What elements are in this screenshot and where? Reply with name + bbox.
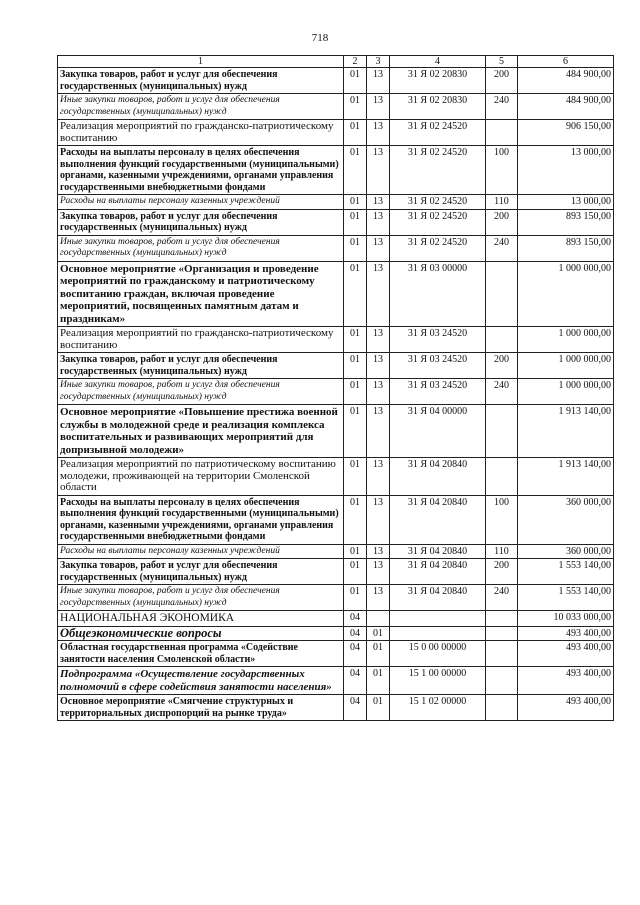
table-row — [58, 544, 614, 559]
table-row — [58, 559, 614, 585]
target-article-cell: 31 Я 02 20830 — [390, 94, 486, 120]
expense-name-cell: Подпрограмма «Осуществление государственных полномочий в сфере содействия занятости населения» — [58, 667, 344, 695]
amount-cell: 13 000,00 — [518, 146, 614, 195]
section-code-cell: 01 — [344, 235, 367, 261]
target-article-cell: 31 Я 02 24520 — [390, 120, 486, 146]
target-article-cell: 31 Я 02 20830 — [390, 68, 486, 94]
expense-type-cell: 100 — [486, 146, 518, 195]
table-row — [58, 261, 614, 327]
expense-type-cell — [486, 667, 518, 695]
amount-cell: 1 000 000,00 — [518, 379, 614, 405]
target-article-cell — [390, 611, 486, 627]
section-code-cell: 01 — [344, 195, 367, 210]
table-row — [58, 585, 614, 611]
expense-type-cell — [486, 611, 518, 627]
expense-type-cell — [486, 626, 518, 641]
column-number-6: 6 — [518, 56, 614, 68]
expense-type-cell: 240 — [486, 235, 518, 261]
expense-type-cell: 110 — [486, 544, 518, 559]
subsection-code-cell: 01 — [367, 695, 390, 721]
subsection-code-cell: 13 — [367, 120, 390, 146]
expense-name-cell: Иные закупки товаров, работ и услуг для обеспечения государственных (муниципальных) нужд — [58, 94, 344, 120]
amount-cell: 1 913 140,00 — [518, 405, 614, 458]
expense-name-cell: Иные закупки товаров, работ и услуг для обеспечения государственных (муниципальных) нужд — [58, 379, 344, 405]
table-row — [58, 379, 614, 405]
subsection-code-cell: 13 — [367, 495, 390, 544]
column-number-4: 4 — [390, 56, 486, 68]
subsection-code-cell — [367, 611, 390, 627]
column-number-3: 3 — [367, 56, 390, 68]
amount-cell: 493 400,00 — [518, 626, 614, 641]
expense-name-cell: Областная государственная программа «Содействие занятости населения Смоленской области» — [58, 641, 344, 667]
expense-type-cell: 200 — [486, 209, 518, 235]
table-row — [58, 611, 614, 627]
subsection-code-cell: 13 — [367, 146, 390, 195]
amount-cell: 484 900,00 — [518, 68, 614, 94]
expense-type-cell: 240 — [486, 379, 518, 405]
subsection-code-cell: 13 — [367, 353, 390, 379]
column-number-5: 5 — [486, 56, 518, 68]
subsection-code-cell: 01 — [367, 641, 390, 667]
section-code-cell: 01 — [344, 405, 367, 458]
expense-name-cell: Основное мероприятие «Организация и проведение мероприятий по гражданскому и патриотическому воспитанию граждан, включая проведение мероприятий, посвященных памятным датам и праздникам» — [58, 261, 344, 327]
expense-type-cell: 240 — [486, 94, 518, 120]
amount-cell: 906 150,00 — [518, 120, 614, 146]
section-code-cell: 01 — [344, 544, 367, 559]
amount-cell: 360 000,00 — [518, 495, 614, 544]
expense-type-cell: 200 — [486, 559, 518, 585]
expense-type-cell — [486, 261, 518, 327]
amount-cell: 893 150,00 — [518, 235, 614, 261]
amount-cell: 1 000 000,00 — [518, 327, 614, 353]
target-article-cell: 31 Я 03 24520 — [390, 379, 486, 405]
table-row — [58, 626, 614, 641]
expense-name-cell: Закупка товаров, работ и услуг для обеспечения государственных (муниципальных) нужд — [58, 68, 344, 94]
table-row — [58, 641, 614, 667]
target-article-cell: 15 0 00 00000 — [390, 641, 486, 667]
expense-type-cell — [486, 458, 518, 496]
expense-type-cell: 200 — [486, 68, 518, 94]
expense-type-cell: 240 — [486, 585, 518, 611]
column-number-row — [58, 56, 614, 68]
subsection-code-cell: 13 — [367, 209, 390, 235]
section-code-cell: 01 — [344, 94, 367, 120]
target-article-cell: 31 Я 04 20840 — [390, 544, 486, 559]
target-article-cell: 31 Я 04 00000 — [390, 405, 486, 458]
table-body — [58, 56, 614, 721]
target-article-cell: 31 Я 02 24520 — [390, 209, 486, 235]
subsection-code-cell: 13 — [367, 195, 390, 210]
amount-cell: 1 553 140,00 — [518, 559, 614, 585]
section-code-cell: 01 — [344, 495, 367, 544]
page-number: 718 — [311, 32, 329, 44]
expense-name-cell: Основное мероприятие «Смягчение структурных и территориальных диспропорций на рынке труда» — [58, 695, 344, 721]
section-code-cell: 01 — [344, 261, 367, 327]
expense-type-cell — [486, 641, 518, 667]
target-article-cell — [390, 626, 486, 641]
target-article-cell: 31 Я 04 20840 — [390, 585, 486, 611]
table-row — [58, 695, 614, 721]
expense-name-cell: Общеэкономические вопросы — [58, 626, 344, 641]
expense-type-cell: 100 — [486, 495, 518, 544]
amount-cell: 1 913 140,00 — [518, 458, 614, 496]
section-code-cell: 01 — [344, 353, 367, 379]
amount-cell: 360 000,00 — [518, 544, 614, 559]
target-article-cell: 15 1 00 00000 — [390, 667, 486, 695]
section-code-cell: 01 — [344, 585, 367, 611]
amount-cell: 1 000 000,00 — [518, 261, 614, 327]
target-article-cell: 31 Я 03 24520 — [390, 353, 486, 379]
table-row — [58, 68, 614, 94]
section-code-cell: 04 — [344, 611, 367, 627]
column-number-1: 1 — [58, 56, 344, 68]
section-code-cell: 01 — [344, 559, 367, 585]
section-code-cell: 04 — [344, 626, 367, 641]
expense-name-cell: Реализация мероприятий по гражданско-патриотическому воспитанию — [58, 120, 344, 146]
section-code-cell: 01 — [344, 458, 367, 496]
expense-name-cell: Расходы на выплаты персоналу казенных учреждений — [58, 195, 344, 210]
expense-type-cell: 110 — [486, 195, 518, 210]
budget-table — [57, 55, 614, 721]
target-article-cell: 31 Я 04 20840 — [390, 559, 486, 585]
target-article-cell: 31 Я 04 20840 — [390, 458, 486, 496]
expense-name-cell: Закупка товаров, работ и услуг для обеспечения государственных (муниципальных) нужд — [58, 209, 344, 235]
amount-cell: 13 000,00 — [518, 195, 614, 210]
amount-cell: 1 553 140,00 — [518, 585, 614, 611]
subsection-code-cell: 13 — [367, 235, 390, 261]
expense-name-cell: Расходы на выплаты персоналу в целях обеспечения выполнения функций государственными (муниципальными) органами, казенными учреждениями, органами управления государственными внебюджетными фондами — [58, 146, 344, 195]
expense-name-cell: Расходы на выплаты персоналу в целях обеспечения выполнения функций государственными (муниципальными) органами, казенными учреждениями, органами управления государственными внебюджетными фондами — [58, 495, 344, 544]
target-article-cell: 15 1 02 00000 — [390, 695, 486, 721]
expense-type-cell — [486, 327, 518, 353]
amount-cell: 10 033 000,00 — [518, 611, 614, 627]
amount-cell: 893 150,00 — [518, 209, 614, 235]
subsection-code-cell: 01 — [367, 667, 390, 695]
amount-cell: 1 000 000,00 — [518, 353, 614, 379]
subsection-code-cell: 13 — [367, 585, 390, 611]
target-article-cell: 31 Я 04 20840 — [390, 495, 486, 544]
section-code-cell: 04 — [344, 641, 367, 667]
amount-cell: 493 400,00 — [518, 641, 614, 667]
subsection-code-cell: 13 — [367, 261, 390, 327]
amount-cell: 493 400,00 — [518, 667, 614, 695]
subsection-code-cell: 13 — [367, 559, 390, 585]
expense-name-cell: Иные закупки товаров, работ и услуг для обеспечения государственных (муниципальных) нужд — [58, 585, 344, 611]
section-code-cell: 01 — [344, 68, 367, 94]
section-code-cell: 04 — [344, 667, 367, 695]
target-article-cell: 31 Я 02 24520 — [390, 235, 486, 261]
subsection-code-cell: 13 — [367, 405, 390, 458]
expense-name-cell: Основное мероприятие «Повышение престижа военной службы в молодежной среде и реализация комплекса воспитательных и развивающих мероприятий для допризывной молодежи» — [58, 405, 344, 458]
expense-name-cell: Реализация мероприятий по гражданско-патриотическому воспитанию — [58, 327, 344, 353]
section-code-cell: 01 — [344, 379, 367, 405]
section-code-cell: 04 — [344, 695, 367, 721]
table-row — [58, 94, 614, 120]
expense-type-cell: 200 — [486, 353, 518, 379]
expense-type-cell — [486, 120, 518, 146]
target-article-cell: 31 Я 03 24520 — [390, 327, 486, 353]
amount-cell: 493 400,00 — [518, 695, 614, 721]
expense-name-cell: Иные закупки товаров, работ и услуг для обеспечения государственных (муниципальных) нужд — [58, 235, 344, 261]
table-row — [58, 235, 614, 261]
table-row — [58, 327, 614, 353]
subsection-code-cell: 13 — [367, 327, 390, 353]
subsection-code-cell: 13 — [367, 379, 390, 405]
expense-type-cell — [486, 405, 518, 458]
target-article-cell: 31 Я 03 00000 — [390, 261, 486, 327]
expense-name-cell: НАЦИОНАЛЬНАЯ ЭКОНОМИКА — [58, 611, 344, 627]
expense-name-cell: Расходы на выплаты персоналу казенных учреждений — [58, 544, 344, 559]
subsection-code-cell: 13 — [367, 68, 390, 94]
table-row — [58, 667, 614, 695]
subsection-code-cell: 13 — [367, 94, 390, 120]
expense-name-cell: Реализация мероприятий по патриотическому воспитанию молодежи, проживающей на территории Смоленской области — [58, 458, 344, 496]
section-code-cell: 01 — [344, 120, 367, 146]
table-row — [58, 458, 614, 496]
table-row — [58, 120, 614, 146]
table-row — [58, 209, 614, 235]
expense-name-cell: Закупка товаров, работ и услуг для обеспечения государственных (муниципальных) нужд — [58, 353, 344, 379]
column-number-2: 2 — [344, 56, 367, 68]
subsection-code-cell: 13 — [367, 458, 390, 496]
section-code-cell: 01 — [344, 146, 367, 195]
target-article-cell: 31 Я 02 24520 — [390, 146, 486, 195]
subsection-code-cell: 13 — [367, 544, 390, 559]
target-article-cell: 31 Я 02 24520 — [390, 195, 486, 210]
table-row — [58, 146, 614, 195]
table-row — [58, 195, 614, 210]
expense-type-cell — [486, 695, 518, 721]
table-row — [58, 353, 614, 379]
section-code-cell: 01 — [344, 327, 367, 353]
section-code-cell: 01 — [344, 209, 367, 235]
amount-cell: 484 900,00 — [518, 94, 614, 120]
expense-name-cell: Закупка товаров, работ и услуг для обеспечения государственных (муниципальных) нужд — [58, 559, 344, 585]
subsection-code-cell: 01 — [367, 626, 390, 641]
table-row — [58, 495, 614, 544]
table-row — [58, 405, 614, 458]
